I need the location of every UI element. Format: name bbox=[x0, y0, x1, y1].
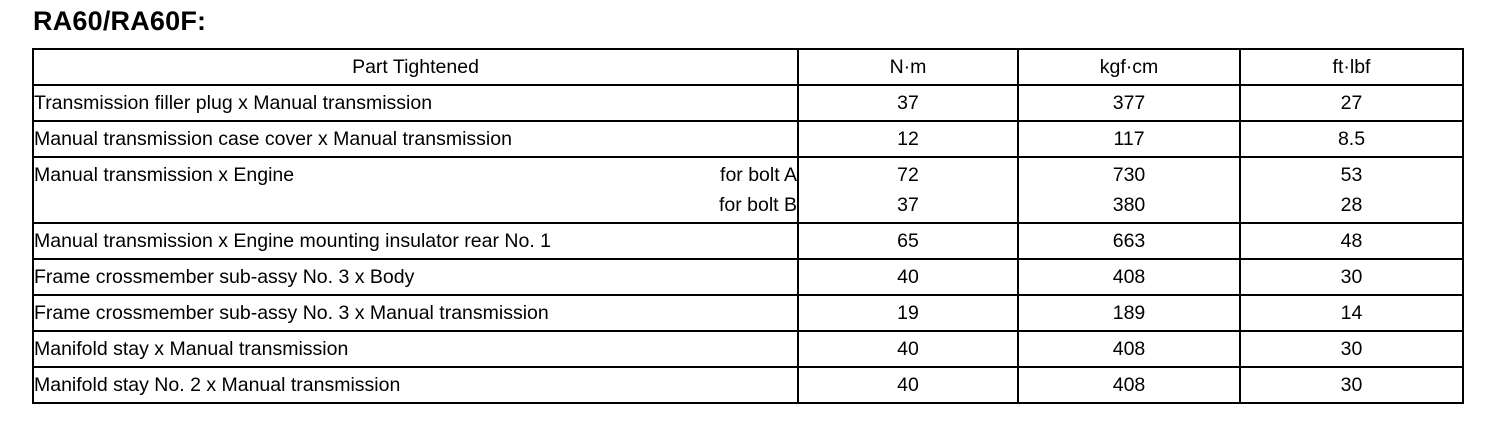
nm-cell: 40 bbox=[798, 367, 1018, 403]
table-row bbox=[33, 157, 1463, 223]
table-header-row bbox=[33, 49, 1463, 85]
part-cell: Frame crossmember sub-assy No. 3 x Manual transmission bbox=[33, 295, 798, 331]
part-cell: Manifold stay x Manual transmission bbox=[33, 331, 798, 367]
nm-cell: 40 bbox=[798, 331, 1018, 367]
ft-cell: 30 bbox=[1240, 331, 1463, 367]
header-ft-lbf: ft·lbf bbox=[1240, 49, 1463, 85]
table-row bbox=[33, 85, 1463, 121]
header-nm: N·m bbox=[798, 49, 1018, 85]
part-label: Manual transmission x Engine bbox=[34, 164, 295, 186]
kgf-cell: 189 bbox=[1018, 295, 1240, 331]
kgf-cell: 377 bbox=[1018, 85, 1240, 121]
nm-cell: 12 bbox=[798, 121, 1018, 157]
ft-value-bolt-b: 28 bbox=[1340, 194, 1363, 216]
part-cell: Transmission filler plug x Manual transmission bbox=[33, 85, 798, 121]
nm-cell: 19 bbox=[798, 295, 1018, 331]
kgf-cell: 408 bbox=[1018, 259, 1240, 295]
ft-cell: 30 bbox=[1240, 367, 1463, 403]
table-row bbox=[33, 295, 1463, 331]
page-title: RA60/RA60F: bbox=[33, 6, 207, 36]
table-row bbox=[33, 331, 1463, 367]
kgf-cell bbox=[1018, 157, 1240, 223]
kgf-cell: 663 bbox=[1018, 223, 1240, 259]
part-cell bbox=[33, 157, 798, 223]
kgf-value-bolt-a: 730 bbox=[1112, 164, 1146, 186]
table-row bbox=[33, 367, 1463, 403]
kgf-cell: 408 bbox=[1018, 331, 1240, 367]
table-row bbox=[33, 223, 1463, 259]
sub-label-bolt-b: for bolt B bbox=[718, 194, 797, 216]
torque-table bbox=[32, 48, 1464, 404]
table-row bbox=[33, 121, 1463, 157]
ft-cell: 14 bbox=[1240, 295, 1463, 331]
ft-cell: 30 bbox=[1240, 259, 1463, 295]
table-row bbox=[33, 259, 1463, 295]
ft-value-bolt-a: 53 bbox=[1340, 164, 1363, 186]
part-cell: Manual transmission case cover x Manual transmission bbox=[33, 121, 798, 157]
kgf-cell: 117 bbox=[1018, 121, 1240, 157]
header-part-tightened: Part Tightened bbox=[33, 49, 798, 85]
nm-cell bbox=[798, 157, 1018, 223]
sub-label-bolt-a: for bolt A bbox=[720, 164, 797, 186]
header-kgf-cm: kgf·cm bbox=[1018, 49, 1240, 85]
part-cell: Frame crossmember sub-assy No. 3 x Body bbox=[33, 259, 798, 295]
ft-cell: 27 bbox=[1240, 85, 1463, 121]
kgf-cell: 408 bbox=[1018, 367, 1240, 403]
kgf-value-bolt-b: 380 bbox=[1112, 194, 1146, 216]
ft-cell bbox=[1240, 157, 1463, 223]
nm-value-bolt-a: 72 bbox=[897, 164, 919, 186]
part-cell: Manifold stay No. 2 x Manual transmission bbox=[33, 367, 798, 403]
ft-cell: 48 bbox=[1240, 223, 1463, 259]
nm-cell: 65 bbox=[798, 223, 1018, 259]
nm-cell: 37 bbox=[798, 85, 1018, 121]
part-cell: Manual transmission x Engine mounting insulator rear No. 1 bbox=[33, 223, 798, 259]
ft-cell: 8.5 bbox=[1240, 121, 1463, 157]
nm-value-bolt-b: 37 bbox=[897, 194, 919, 216]
nm-cell: 40 bbox=[798, 259, 1018, 295]
